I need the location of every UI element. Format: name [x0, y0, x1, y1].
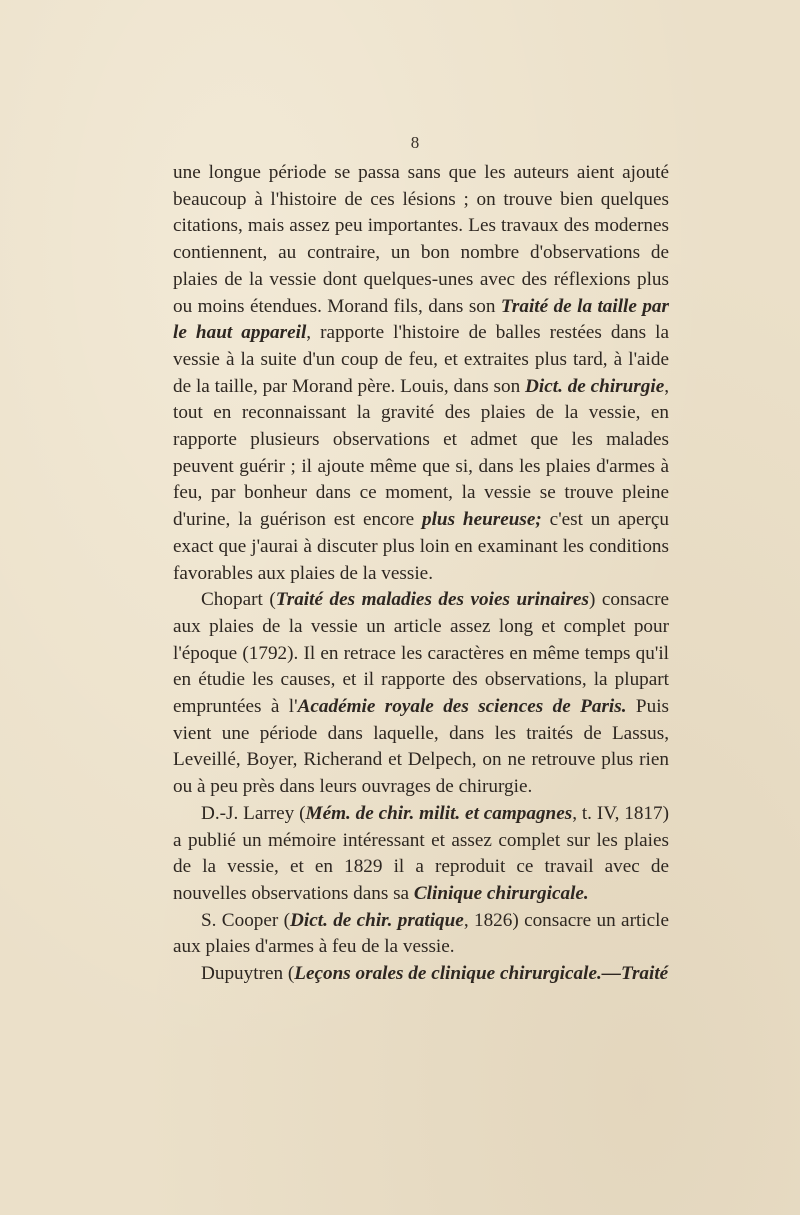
italic-title: Dict. de chirurgie [525, 375, 665, 397]
text-run: D.-J. Larrey ( [201, 802, 306, 824]
paragraph [173, 587, 669, 801]
paragraph [173, 801, 669, 908]
page-number: 8 [410, 133, 420, 152]
paragraph [173, 908, 669, 961]
paragraph [173, 961, 669, 988]
italic-title: Traité des maladies des voies urinaires [275, 589, 589, 611]
text-run: , t. IV, 1817) a publié un mémoire intéressant et assez complet sur les plaies de la vessie, et en 1829 il a reproduit ce travail avec de nouvelles observations dans sa [173, 802, 669, 904]
italic-title: Leçons orales de clinique chirurgicale.—Traité [294, 963, 669, 985]
text-run: , 1826) consacre un article aux plaies d'armes à feu de la vessie. [173, 909, 669, 958]
italic-title: Clinique chirurgicale. [413, 882, 589, 904]
italic-title: Dict. de chir. pratique [290, 909, 464, 931]
text-run: Chopart ( [201, 589, 276, 611]
italic-title: Mém. de chir. milit. et campagnes [305, 802, 573, 824]
paragraph [173, 160, 669, 587]
text-run: , tout en reconnaissant la gravité des plaies de la vessie, en rapporte plusieurs observations et admet que les malades peuvent guérir ; il ajoute même que si, dans les plaies d'armes à feu, par bonheur dans ce moment, la vessie se trouve pleine d'urine, la guérison est encore [173, 375, 670, 531]
body-text [173, 160, 669, 988]
italic-phrase: plus heureuse; [421, 509, 542, 531]
text-run: Dupuytren ( [201, 963, 295, 985]
italic-title: Traité de la taille par le haut appareil [173, 295, 669, 344]
text-run: ) consacre aux plaies de la vessie un article assez long et complet pour l'époque (1792). Il en retrace les caractères en même temps qu'il en étudie les causes, et il rapporte des observations, la plupart empruntées à l' [173, 589, 669, 718]
text-run: Puis vient une période dans laquelle, dans les traités de Lassus, Leveillé, Boyer, Richerand et Delpech, on ne retrouve plus rien ou à peu près dans leurs ouvrages de chirurgie. [173, 696, 669, 798]
text-run: une longue période se passa sans que les auteurs aient ajouté beaucoup à l'histoire de ces lésions ; on trouve bien quelques citations, mais assez peu importantes. Les travaux des modernes contiennent, au contraire, un bon nombre d'observations de plaies de la vessie dont quelques-unes avec des réflexions plus ou moins étendues. Morand fils, dans son [173, 162, 669, 317]
italic-title: Académie royale des sciences de Paris. [297, 696, 627, 718]
text-run: c'est un aperçu exact que j'aurai à discuter plus loin en examinant les conditions favorables aux plaies de la vessie. [173, 509, 670, 584]
text-run: S. Cooper ( [201, 909, 291, 931]
text-run: , rapporte l'histoire de balles restées dans la vessie à la suite d'un coup de feu, et extraites plus tard, à l'aide de la taille, par Morand père. Louis, dans son [173, 322, 669, 397]
